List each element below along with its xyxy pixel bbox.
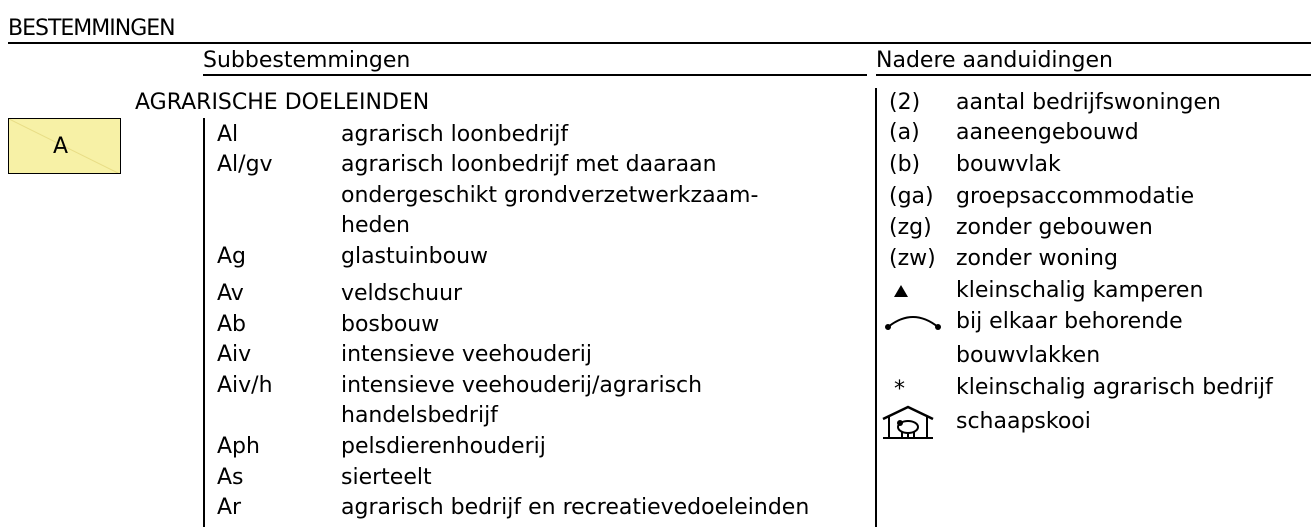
aanduiding-label: schaapskooi bbox=[956, 409, 1091, 434]
aanduiding-symbol: (zg) bbox=[889, 215, 932, 240]
column-divider bbox=[875, 88, 877, 527]
aanduiding-symbol: (ga) bbox=[889, 184, 934, 209]
row-code: Aph bbox=[217, 434, 260, 459]
triangle-icon bbox=[893, 283, 909, 299]
row-desc: veldschuur bbox=[341, 281, 463, 306]
row-code: Ab bbox=[217, 312, 247, 337]
aanduiding-label: aaneengebouwd bbox=[956, 120, 1139, 145]
row-code: Aiv bbox=[217, 342, 252, 367]
row-desc: glastuinbouw bbox=[341, 244, 489, 269]
title-rule bbox=[8, 42, 1311, 44]
row-desc: agrarisch loonbedrijf met daaraan bbox=[341, 152, 717, 177]
aanduiding-label: zonder woning bbox=[956, 246, 1118, 271]
aanduiding-symbol: (a) bbox=[889, 120, 920, 145]
aanduiding-symbol: * bbox=[894, 377, 905, 402]
aanduiding-label: groepsaccommodatie bbox=[956, 184, 1195, 209]
row-desc-cont: heden bbox=[341, 213, 410, 238]
nadere-aanduidingen-header-rule bbox=[876, 74, 1311, 76]
row-desc: agrarisch bedrijf en recreatievedoeleinden bbox=[341, 495, 810, 520]
aanduiding-label: bouwvlak bbox=[956, 152, 1061, 177]
page-title: BESTEMMINGEN bbox=[8, 16, 175, 41]
aanduiding-symbol: (zw) bbox=[889, 246, 936, 271]
subbestemmingen-divider bbox=[203, 118, 205, 527]
aanduiding-label: aantal bedrijfswoningen bbox=[956, 90, 1221, 115]
row-code: Al bbox=[217, 122, 239, 147]
aanduiding-label: kleinschalig agrarisch bedrijf bbox=[956, 375, 1273, 400]
row-desc: intensieve veehouderij/agrarisch bbox=[341, 373, 703, 398]
swatch-label: A bbox=[52, 133, 69, 159]
row-code: Av bbox=[217, 281, 244, 306]
aanduiding-symbol: (2) bbox=[889, 90, 921, 115]
row-desc: sierteelt bbox=[341, 465, 432, 490]
row-desc: bosbouw bbox=[341, 312, 440, 337]
row-desc-cont: handelsbedrijf bbox=[341, 403, 498, 428]
aanduiding-label: bij elkaar behorende bbox=[956, 309, 1183, 334]
aanduiding-label: zonder gebouwen bbox=[956, 215, 1153, 240]
group-title: AGRARISCHE DOELEINDEN bbox=[135, 90, 430, 115]
aanduiding-label-cont: bouwvlakken bbox=[956, 343, 1101, 368]
arc-connector-icon bbox=[884, 312, 944, 332]
row-desc-cont: ondergeschikt grondverzetwerkzaam- bbox=[341, 183, 759, 208]
row-code: As bbox=[217, 465, 244, 490]
row-code: Ar bbox=[217, 495, 242, 520]
subbestemmingen-header-rule bbox=[203, 74, 867, 76]
row-code: Ag bbox=[217, 244, 247, 269]
row-code: Al/gv bbox=[217, 152, 273, 177]
aanduiding-label: kleinschalig kamperen bbox=[956, 278, 1204, 303]
row-desc: intensieve veehouderij bbox=[341, 342, 593, 367]
subbestemmingen-header: Subbestemmingen bbox=[203, 48, 411, 73]
bestemming-swatch bbox=[8, 118, 121, 174]
nadere-aanduidingen-header: Nadere aanduidingen bbox=[876, 48, 1113, 73]
row-code: Aiv/h bbox=[217, 373, 273, 398]
aanduiding-symbol: (b) bbox=[889, 152, 921, 177]
sheepfold-icon bbox=[881, 405, 935, 439]
row-desc: agrarisch loonbedrijf bbox=[341, 122, 569, 147]
row-desc: pelsdierenhouderij bbox=[341, 434, 546, 459]
